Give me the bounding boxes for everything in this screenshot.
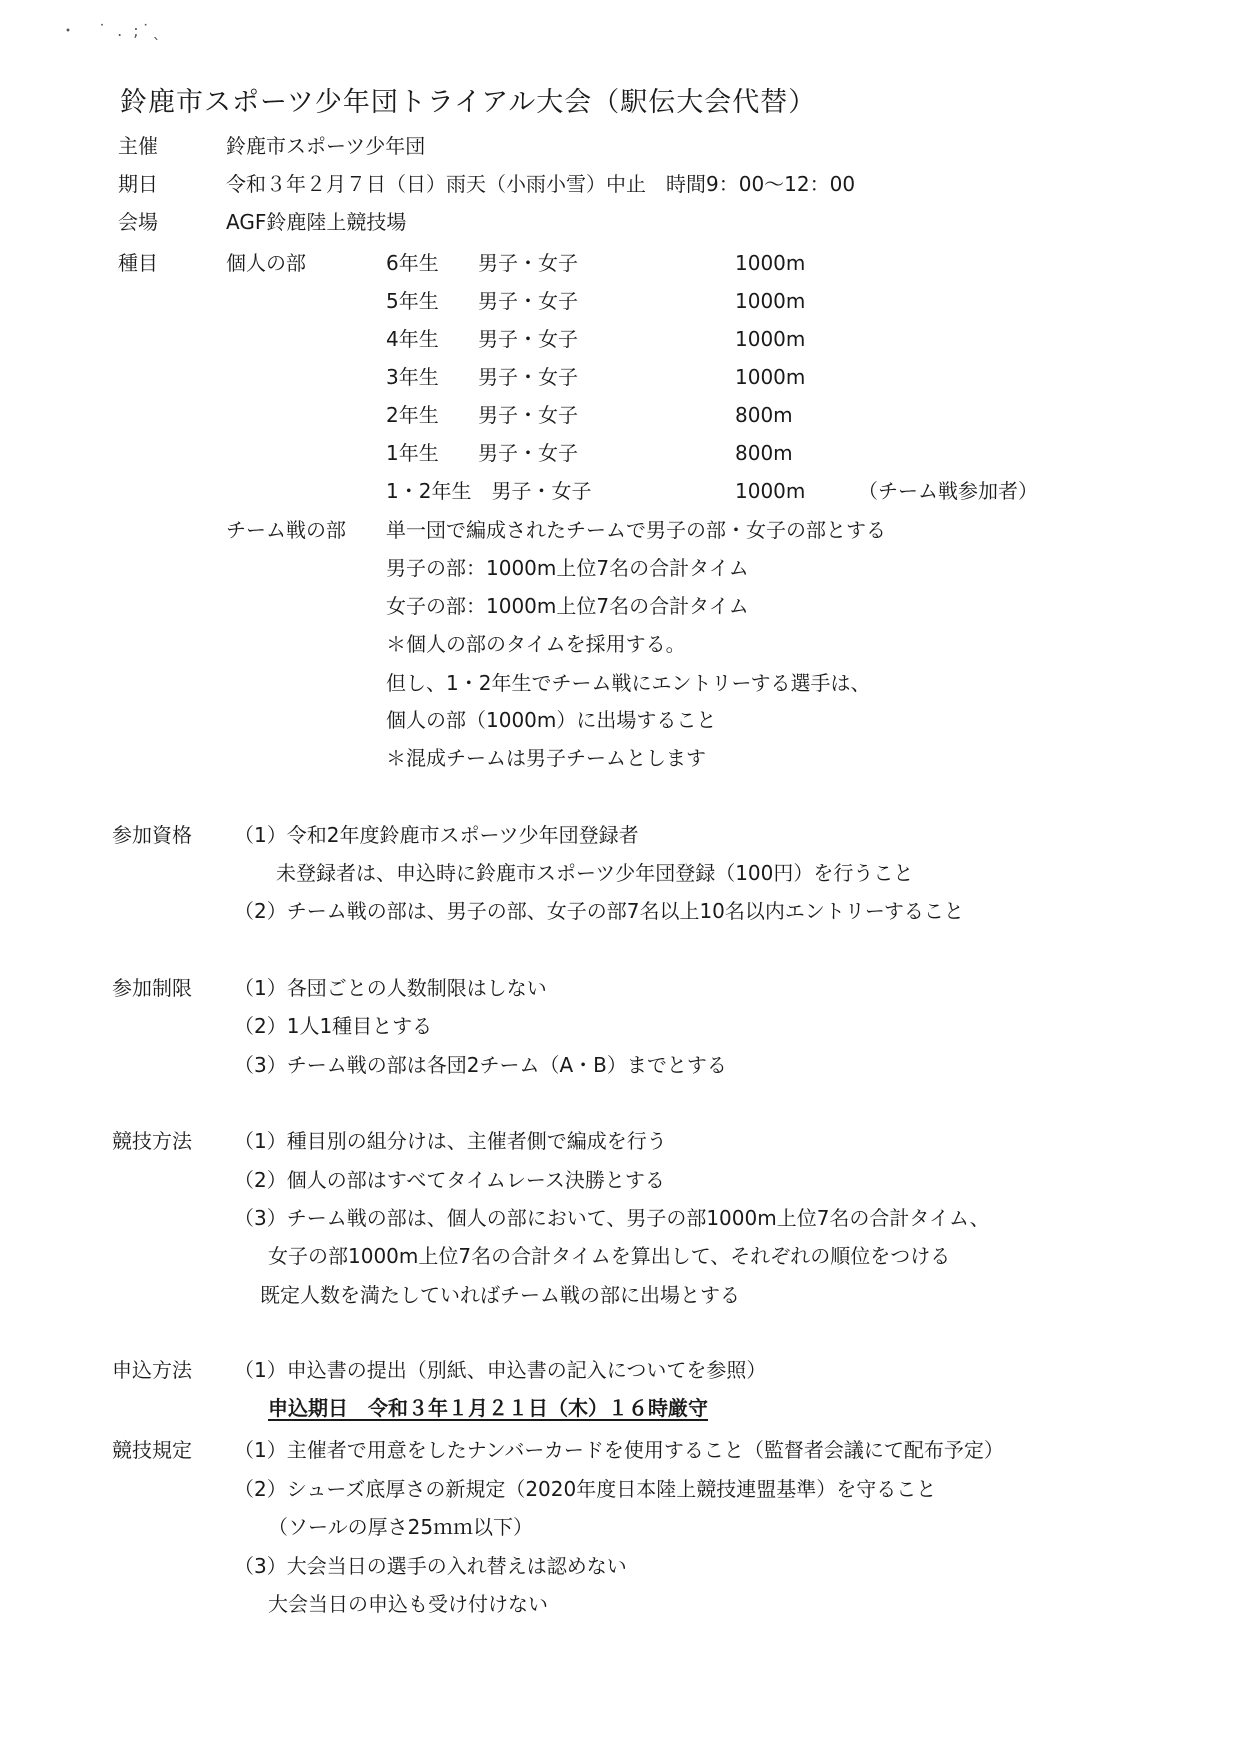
method-item-continued: 女子の部1000m上位7名の合計タイムを算出して、それぞれの順位をつける xyxy=(268,1244,951,1268)
venue-value: AGF鈴鹿陸上競技場 xyxy=(226,210,407,234)
team-line: ＊個人の部のタイムを採用する。 xyxy=(386,632,686,656)
organizer-value: 鈴鹿市スポーツ少年団 xyxy=(226,134,426,158)
team-line: 単一団で編成されたチームで男子の部・女子の部とする xyxy=(386,518,886,542)
event-gender: 男子・女子 xyxy=(478,289,578,313)
application-deadline: 申込期日 令和３年１月２１日（木）１６時厳守 xyxy=(268,1396,708,1420)
event-grade: 6年生 xyxy=(386,251,439,275)
eligibility-item: （1）令和2年度鈴鹿市スポーツ少年団登録者 xyxy=(234,823,639,847)
rules-item: （2）シューズ底厚さの新規定（2020年度日本陸上競技連盟基準）を守ること xyxy=(234,1477,937,1501)
eligibility-item: （2）チーム戦の部は、男子の部、女子の部7名以上10名以内エントリーすること xyxy=(234,899,964,923)
organizer-label: 主催 xyxy=(118,134,158,158)
event-gender: 男子・女子 xyxy=(478,327,578,351)
event-grade: 5年生 xyxy=(386,289,439,313)
event-note: （チーム戦参加者） xyxy=(858,479,1038,503)
rules-label: 競技規定 xyxy=(112,1438,192,1462)
event-distance: 1000m xyxy=(735,289,806,313)
event-distance: 1000m xyxy=(735,365,806,389)
event-gender: 男子・女子 xyxy=(478,403,578,427)
method-item: （2）個人の部はすべてタイムレース決勝とする xyxy=(234,1168,665,1192)
corner-marks: ・ ˙ . ;˙ˎ xyxy=(60,21,164,40)
rules-item: （3）大会当日の選手の入れ替えは認めない xyxy=(234,1554,627,1578)
limits-label: 参加制限 xyxy=(112,976,192,1000)
eligibility-item-continued: 未登録者は、申込時に鈴鹿市スポーツ少年団登録（100円）を行うこと xyxy=(276,861,914,885)
team-line: 女子の部：1000m上位7名の合計タイム xyxy=(386,594,749,618)
date-value: 令和３年２月７日（日）雨天（小雨小雪）中止 時間9：00～12：00 xyxy=(226,172,856,196)
event-distance: 1000m xyxy=(735,479,806,503)
team-line: ＊混成チームは男子チームとします xyxy=(386,746,706,770)
method-label: 競技方法 xyxy=(112,1129,192,1153)
rules-item-continued: （ソールの厚さ25ｍｍ以下） xyxy=(268,1515,534,1539)
event-grade: 1・2年生 男子・女子 xyxy=(386,479,592,503)
method-item-continued: 既定人数を満たしていればチーム戦の部に出場とする xyxy=(260,1283,740,1307)
team-line: 但し、1・2年生でチーム戦にエントリーする選手は、 xyxy=(386,671,871,695)
eligibility-label: 参加資格 xyxy=(112,823,192,847)
event-grade: 3年生 xyxy=(386,365,439,389)
application-label: 申込方法 xyxy=(112,1358,192,1382)
event-gender: 男子・女子 xyxy=(478,365,578,389)
event-grade: 1年生 xyxy=(386,441,439,465)
venue-label: 会場 xyxy=(118,210,158,234)
limits-item: （1）各団ごとの人数制限はしない xyxy=(234,976,547,1000)
event-gender: 男子・女子 xyxy=(478,251,578,275)
method-item: （1）種目別の組分けは、主催者側で編成を行う xyxy=(234,1129,667,1153)
events-label: 種目 xyxy=(118,251,158,275)
application-item: （1）申込書の提出（別紙、申込書の記入についてを参照） xyxy=(234,1358,767,1382)
event-distance: 800m xyxy=(735,403,793,427)
method-item: （3）チーム戦の部は、個人の部において、男子の部1000m上位7名の合計タイム、 xyxy=(234,1206,990,1230)
event-gender: 男子・女子 xyxy=(478,441,578,465)
team-line: 男子の部：1000m上位7名の合計タイム xyxy=(386,556,749,580)
rules-item: （1）主催者で用意をしたナンバーカードを使用すること（監督者会議にて配布予定） xyxy=(234,1438,1004,1462)
event-distance: 800m xyxy=(735,441,793,465)
limits-item: （2）1人1種目とする xyxy=(234,1014,433,1038)
rules-item-continued: 大会当日の申込も受け付けない xyxy=(268,1592,548,1616)
team-line: 個人の部（1000m）に出場すること xyxy=(386,708,717,732)
event-distance: 1000m xyxy=(735,251,806,275)
event-grade: 2年生 xyxy=(386,403,439,427)
event-grade: 4年生 xyxy=(386,327,439,351)
page-title: 鈴鹿市スポーツ少年団トライアル大会（駅伝大会代替） xyxy=(120,87,817,118)
event-distance: 1000m xyxy=(735,327,806,351)
individual-label: 個人の部 xyxy=(226,251,306,275)
limits-item: （3）チーム戦の部は各団2チーム（A・B）までとする xyxy=(234,1053,727,1077)
date-label: 期日 xyxy=(118,172,158,196)
team-label: チーム戦の部 xyxy=(226,518,346,542)
